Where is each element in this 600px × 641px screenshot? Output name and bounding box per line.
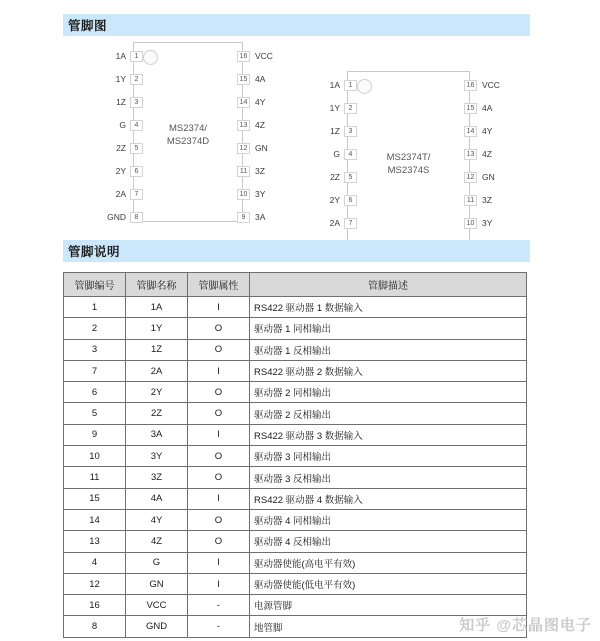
pin-label: 1A [115,50,126,61]
watermark: 知乎 @芯晶图电子 [459,617,592,634]
chip0-pin-right-13 [237,119,281,131]
table-row [64,318,527,339]
cell-pin-name: 4Y [126,509,188,530]
pin-label: 1Z [116,96,126,107]
chip-part-number-line2: MS2374D [166,136,210,147]
pin-number: 7 [130,189,143,200]
cell-pin-name: 1Y [126,318,188,339]
cell-pin-attribute: O [188,509,250,530]
chip0-pin-left-6 [104,165,143,177]
chip-part-number [133,122,243,148]
cell-pin-number: 13 [64,531,126,552]
cell-pin-attribute: O [188,382,250,403]
pin-label: 2Z [330,171,340,182]
cell-pin-description: 地管脚 [250,616,527,637]
table-row [64,446,527,467]
table-row [64,573,527,594]
cell-pin-attribute: I [188,424,250,445]
section-title-pin-description: 管脚说明 [68,245,121,259]
table-row [64,424,527,445]
cell-pin-description: 驱动器 3 同相输出 [250,446,527,467]
pin-number: 4 [344,149,357,160]
chip0-pin-left-1 [104,50,143,62]
chip0-pin-right-16 [237,50,281,62]
table-row [64,467,527,488]
column-header-pin-name: 管脚名称 [126,273,188,297]
cell-pin-name: G [126,552,188,573]
pin-label: VCC [482,79,500,90]
cell-pin-number: 12 [64,573,126,594]
pin-label: 3A [255,211,266,222]
pin-number: 14 [464,126,477,137]
pin-number: 16 [464,80,477,91]
section-title-pinout: 管脚图 [68,19,108,33]
cell-pin-number: 9 [64,424,126,445]
cell-pin-name: 2Z [126,403,188,424]
chip1-pin-right-16 [464,79,508,91]
table-row [64,531,527,552]
cell-pin-number: 1 [64,297,126,318]
chip1-pin-left-6 [318,194,357,206]
chip1-pin-right-12 [464,171,508,183]
chip0-pin-right-12 [237,142,281,154]
chip0-pin-left-2 [104,73,143,85]
chip-part-number [347,151,470,177]
cell-pin-description: 驱动器使能(低电平有效) [250,573,527,594]
cell-pin-number: 7 [64,360,126,381]
chip1-pin-right-15 [464,102,508,114]
pin-label: 2Y [115,165,126,176]
cell-pin-attribute: O [188,403,250,424]
chip1-pin-right-14 [464,125,508,137]
cell-pin-name: 2A [126,360,188,381]
cell-pin-description: 电源管脚 [250,595,527,616]
pin-label: 4Y [482,125,493,136]
chip0-pin-right-11 [237,165,281,177]
pin-number: 6 [130,166,143,177]
pin-number: 4 [130,120,143,131]
column-header-pin-number: 管脚编号 [64,273,126,297]
pin-number: 3 [344,126,357,137]
table-row [64,297,527,318]
pin-label: 4Z [482,148,492,159]
chip0-pin-right-10 [237,188,281,200]
cell-pin-description: 驱动器 1 同相输出 [250,318,527,339]
chip0-pin-left-5 [104,142,143,154]
cell-pin-attribute: I [188,297,250,318]
cell-pin-number: 11 [64,467,126,488]
table-row [64,339,527,360]
cell-pin-name: 1A [126,297,188,318]
cell-pin-number: 2 [64,318,126,339]
pinout-diagram-area [0,40,600,235]
pin-label: 1Y [115,73,126,84]
cell-pin-number: 14 [64,509,126,530]
pin-number: 11 [237,166,250,177]
cell-pin-attribute: O [188,446,250,467]
pin-label: 3Y [482,217,493,228]
section-header-pin-description [63,240,530,262]
pin-number: 11 [464,195,477,206]
pin-label: 2Z [116,142,126,153]
column-header-pin-description: 管脚描述 [250,273,527,297]
cell-pin-number: 5 [64,403,126,424]
cell-pin-attribute: O [188,339,250,360]
pin-number: 2 [130,74,143,85]
cell-pin-attribute: I [188,573,250,594]
chip-part-number-line1: MS2374T/ [386,152,431,163]
pin-label: G [119,119,126,130]
cell-pin-attribute: O [188,318,250,339]
cell-pin-description: RS422 驱动器 1 数据输入 [250,297,527,318]
chip0-pin-right-15 [237,73,281,85]
chip1-pin-right-10 [464,217,508,229]
pin-label: 4Z [255,119,265,130]
table-row [64,403,527,424]
pin-label: 1Z [330,125,340,136]
cell-pin-attribute: - [188,595,250,616]
table-header-row [64,273,527,297]
pin-number: 10 [237,189,250,200]
cell-pin-attribute: - [188,616,250,637]
cell-pin-name: VCC [126,595,188,616]
chip0-pin-left-3 [104,96,143,108]
pin-label: 3Y [255,188,266,199]
cell-pin-description: RS422 驱动器 4 数据输入 [250,488,527,509]
pin-number: 13 [237,120,250,131]
pin-number: 1 [344,80,357,91]
cell-pin-attribute: O [188,531,250,552]
pin-label: 1Y [329,102,340,113]
pin-label: GN [482,171,495,182]
pin-label: 2A [329,217,340,228]
cell-pin-attribute: I [188,360,250,381]
chip1-pin-left-7 [318,217,357,229]
cell-pin-name: 3Z [126,467,188,488]
table-row [64,360,527,381]
chip-pin1-notch-icon [143,50,158,65]
pin-number: 14 [237,97,250,108]
cell-pin-description: 驱动器 2 反相输出 [250,403,527,424]
cell-pin-attribute: O [188,467,250,488]
section-header-pinout [63,14,530,36]
chip1-pin-left-5 [318,171,357,183]
cell-pin-name: 3Y [126,446,188,467]
pin-number: 12 [237,143,250,154]
chip0-pin-left-4 [104,119,143,131]
pin-number: 16 [237,51,250,62]
pin-number: 5 [130,143,143,154]
pin-number: 6 [344,195,357,206]
table-row [64,488,527,509]
pin-number: 12 [464,172,477,183]
chip0-pin-left-8 [96,211,143,223]
chip0-pin-left-7 [104,188,143,200]
cell-pin-number: 6 [64,382,126,403]
cell-pin-name: 3A [126,424,188,445]
chip1-pin-left-1 [318,79,357,91]
cell-pin-description: 驱动器 3 反相输出 [250,467,527,488]
pin-number: 1 [130,51,143,62]
cell-pin-description: 驱动器 4 反相输出 [250,531,527,552]
chip1-pin-left-4 [318,148,357,160]
pin-number: 13 [464,149,477,160]
cell-pin-description: 驱动器 4 同相输出 [250,509,527,530]
cell-pin-name: 2Y [126,382,188,403]
chip-part-number-line1: MS2374/ [168,123,208,134]
table-row [64,616,527,637]
chip-part-number-line2: MS2374S [387,165,430,176]
cell-pin-number: 15 [64,488,126,509]
pin-label: GND [107,211,126,222]
cell-pin-number: 16 [64,595,126,616]
cell-pin-description: RS422 驱动器 2 数据输入 [250,360,527,381]
pin-number: 10 [464,218,477,229]
table-row [64,382,527,403]
pin-description-table [63,272,527,638]
pin-label: 4A [482,102,493,113]
cell-pin-description: 驱动器 1 反相输出 [250,339,527,360]
pin-label: GN [255,142,268,153]
pin-label: VCC [255,50,273,61]
pin-label: 2A [115,188,126,199]
pin-number: 15 [464,103,477,114]
chip1-pin-right-11 [464,194,508,206]
column-header-pin-attribute: 管脚属性 [188,273,250,297]
table-row [64,552,527,573]
pin-number: 3 [130,97,143,108]
table-row [64,595,527,616]
cell-pin-number: 10 [64,446,126,467]
cell-pin-name: GND [126,616,188,637]
cell-pin-name: GN [126,573,188,594]
pin-label: 3Z [255,165,265,176]
pin-number: 7 [344,218,357,229]
cell-pin-description: RS422 驱动器 3 数据输入 [250,424,527,445]
chip0-pin-right-9 [237,211,281,223]
pin-label: G [333,148,340,159]
cell-pin-name: 4Z [126,531,188,552]
cell-pin-attribute: I [188,552,250,573]
chip1-pin-left-2 [318,102,357,114]
cell-pin-description: 驱动器使能(高电平有效) [250,552,527,573]
cell-pin-number: 3 [64,339,126,360]
table-row [64,509,527,530]
cell-pin-attribute: I [188,488,250,509]
cell-pin-number: 4 [64,552,126,573]
pin-number: 5 [344,172,357,183]
pin-label: 3Z [482,194,492,205]
chip1-pin-left-3 [318,125,357,137]
cell-pin-description: 驱动器 2 同相输出 [250,382,527,403]
pin-label: 4Y [255,96,266,107]
pin-number: 9 [237,212,250,223]
cell-pin-name: 1Z [126,339,188,360]
chip0-pin-right-14 [237,96,281,108]
pin-label: 1A [329,79,340,90]
cell-pin-name: 4A [126,488,188,509]
pin-number: 2 [344,103,357,114]
pin-label: 4A [255,73,266,84]
pin-number: 8 [130,212,143,223]
pin-number: 15 [237,74,250,85]
chip1-pin-right-13 [464,148,508,160]
cell-pin-number: 8 [64,616,126,637]
chip-pin1-notch-icon [357,79,372,94]
pin-label: 2Y [329,194,340,205]
